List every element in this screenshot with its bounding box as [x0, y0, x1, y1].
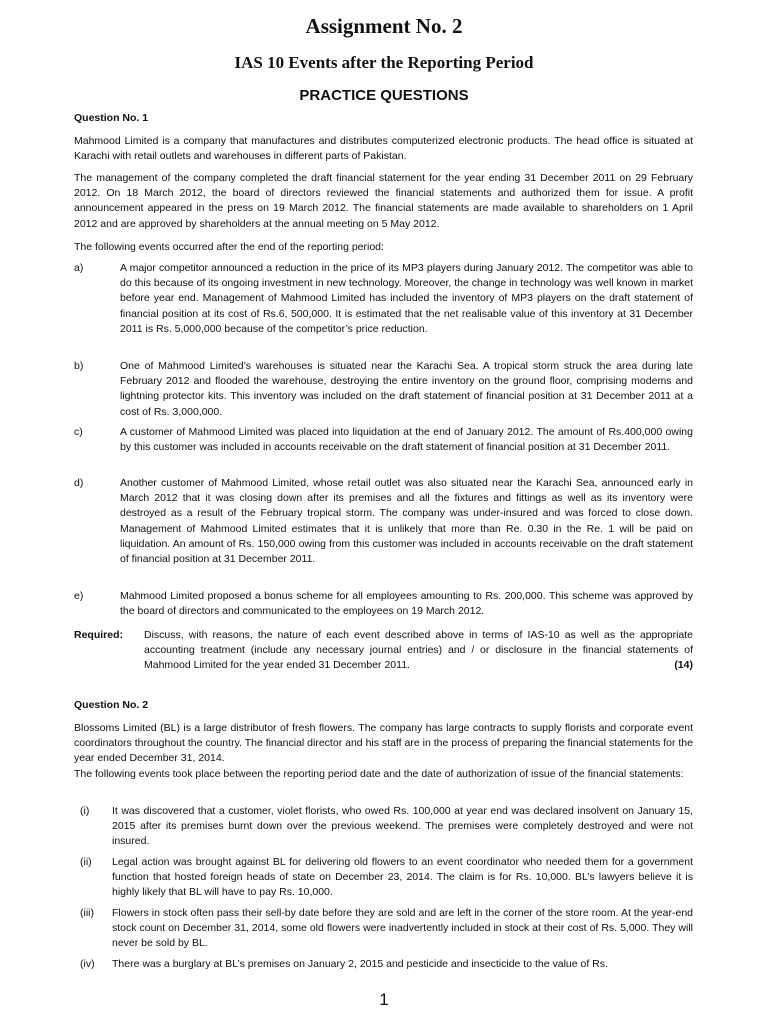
q2-item-label: (ii) [80, 856, 92, 868]
q1-item-label: c) [74, 426, 83, 438]
q2-events-intro [74, 767, 693, 782]
q1-item-label: e) [74, 590, 84, 602]
q2-item-label: (iii) [80, 907, 94, 919]
q2-intro [74, 721, 693, 767]
q1-item-label: a) [74, 262, 84, 274]
q1-item-text: A major competitor announced a reduction in the price of its MP3 players during January 2012. The competitor was able to do this because of its ongoing investment in new technology. Moreover, the change in technology was well known in market before year end. Management of Mahmood Limited has included the inventory of MP3 players on the draft statement of financial position at its cost of Rs.6, 500,000. It is estimated that the net realisable value of this inventory at 31 December 2011 is Rs. 5,000,000 because of the competitor’s price reduction. [120, 262, 693, 335]
q1-item [74, 476, 693, 567]
marks-badge: (14) [674, 659, 693, 672]
q2-item-text: Legal action was brought against BL for delivering old flowers to an event coordinator who needed them for a government function that hosted foreign heads of state on December 23, 2014. The claim is for Rs. 10,000. BL’s lawyers believe it is highly likely that BL will have to pay Rs. 10,000. [112, 856, 693, 899]
q2-item [74, 855, 693, 901]
q1-item-label: b) [74, 360, 84, 372]
q1-item [74, 425, 693, 455]
q1-item-text: Another customer of Mahmood Limited, whose retail outlet was also situated near the Karachi Sea, announced early in March 2012 that it was closing down after its premises and all the fixtures and fittings as well as its inventory were destroyed as a result of the February tropical storm. The company was under-insured and was forced to close down. Management of Mahmood Limited estimates that it is unlikely that more than Re. 0.30 in the Re. 1 will be paid on liquidation. An amount of Rs. 150,000 owing from this customer was included in accounts receivable on the draft statement of financial position at 31 December 2011. [120, 477, 693, 566]
q1-intro [74, 134, 693, 164]
required-label: Required: [74, 629, 124, 641]
q2-item-text: There was a burglary at BL’s premises on January 2, 2015 and pesticide and insecticide to the value of Rs. [112, 958, 608, 970]
q2-item-text: It was discovered that a customer, violet florists, who owed Rs. 100,000 at year end was declared insolvent on January 15, 2015 after its premises burnt down over the previous weekend. The premises were completely destroyed and were not insured. [112, 805, 693, 848]
q1-item [74, 359, 693, 420]
q1-required [74, 628, 693, 674]
q1-events-intro [74, 240, 693, 255]
q1-block [74, 111, 693, 126]
required-body: Discuss, with reasons, the nature of each event described above in terms of IAS-10 as well as the appropriate accounting treatment (include any necessary journal entries) and / or disclosure in the financial statements of Mahmood Limited for the year ended 31 December 2011. [144, 629, 693, 672]
q1-paragraph-3: The following events occurred after the end of the reporting period: [74, 241, 384, 253]
required-text [144, 628, 693, 674]
q1-context [74, 171, 693, 232]
q1-paragraph-2: The management of the company completed the draft financial statement for the year ending 31 December 2011 on 29 February 2012. On 18 March 2012, the board of directors reviewed the financial statements and authorized them for issue. A profit announcement appeared in the press on 19 March 2012. The financial statements are made available to shareholders on 1 April 2012 and are approved by shareholders at the annual meeting on 5 May 2012. [74, 172, 693, 230]
q1-item-label: d) [74, 477, 84, 489]
q1-item [74, 589, 693, 619]
q2-item-label: (i) [80, 805, 90, 817]
q1-item [74, 261, 693, 337]
q2-item [74, 957, 693, 972]
q2-item-label: (iv) [80, 958, 95, 970]
q2-item-text: Flowers in stock often pass their sell-by date before they are sold and are left in the corner of the store room. At the year-end stock count on December 31, 2014, some old flowers were inadvertently included in stock at their cost of Rs. 5,000. They will never be sold by BL. [112, 907, 693, 950]
page-number: 1 [379, 990, 389, 1009]
q2-item [74, 906, 693, 952]
q1-paragraph-1: Mahmood Limited is a company that manufactures and distributes computerized electronic products. The head office is situated at Karachi with retail outlets and warehouses in different parts of Pakistan. [74, 135, 693, 163]
q2-item [74, 804, 693, 850]
q2-heading: Question No. 2 [74, 699, 149, 711]
q2-paragraph-1: Blossoms Limited (BL) is a large distributor of fresh flowers. The company has large contracts to supply florists and corporate event coordinators throughout the country. The financial director and his staff are in the process of preparing the financial statements for the year ended December 31, 2014. [74, 722, 693, 765]
assignment-title: Assignment No. 2 [305, 14, 463, 38]
topic-title: IAS 10 Events after the Reporting Period [234, 53, 534, 72]
q1-item-text: A customer of Mahmood Limited was placed into liquidation at the end of January 2012. The amount of Rs.400,000 owing by this customer was included in accounts receivable on the draft statement of financial position at 31 December 2011. [120, 426, 693, 454]
q1-heading: Question No. 1 [74, 112, 149, 124]
q1-item-text: Mahmood Limited proposed a bonus scheme for all employees amounting to Rs. 200,000. This scheme was approved by the board of directors and communicated to the employees on 19 March 2012. [120, 590, 693, 618]
q1-item-text: One of Mahmood Limited’s warehouses is situated near the Karachi Sea. A tropical storm struck the area during late February 2012 and flooded the warehouse, destroying the entire inventory on the ground floor, comprising modems and lightning protector kits. This inventory was included on the draft statement of financial position at 31 December 2011 at a cost of Rs. 3,000,000. [120, 360, 693, 418]
q2-block [74, 698, 693, 713]
section-title: PRACTICE QUESTIONS [299, 87, 469, 104]
q2-paragraph-2: The following events took place between the reporting period date and the date of authorization of issue of the financial statements: [74, 768, 684, 780]
